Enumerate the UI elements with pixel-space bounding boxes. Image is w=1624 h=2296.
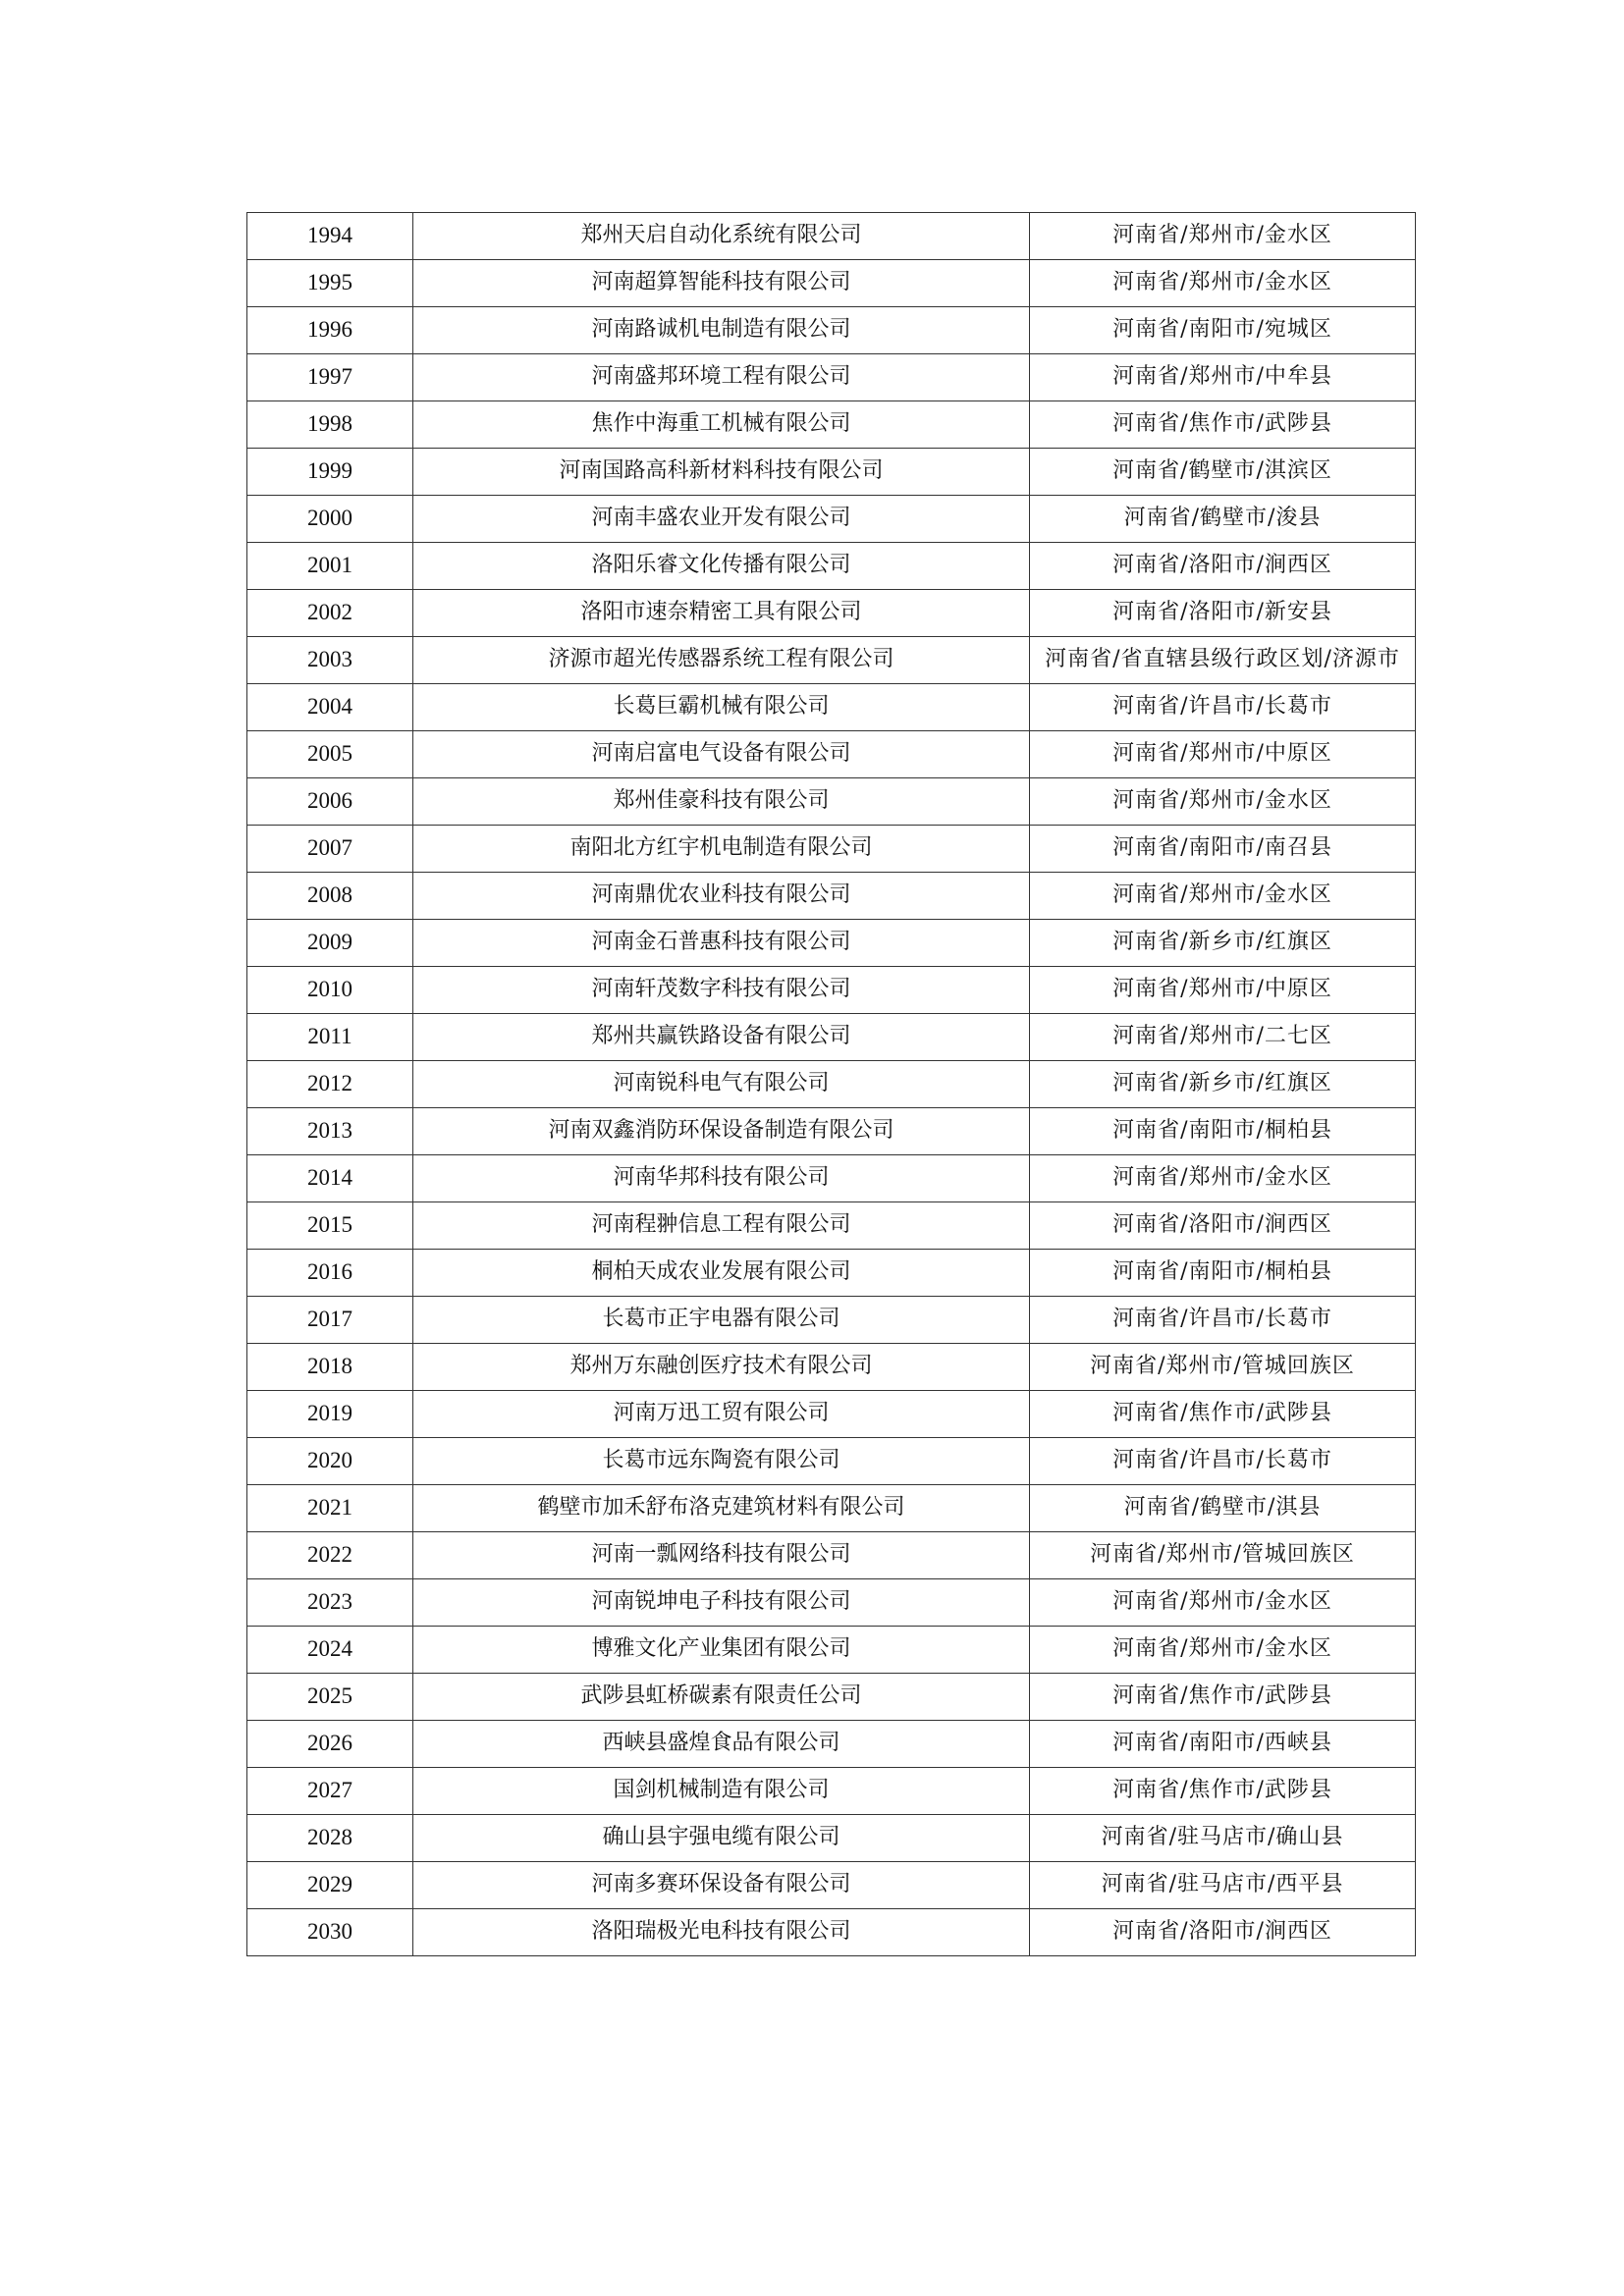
table-row — [247, 354, 1416, 401]
row-number: 2008 — [247, 873, 413, 920]
table-row — [247, 1438, 1416, 1485]
row-number: 2014 — [247, 1155, 413, 1202]
table-row — [247, 1391, 1416, 1438]
region-path: 河南省/许昌市/长葛市 — [1030, 1297, 1416, 1344]
region-path: 河南省/许昌市/长葛市 — [1030, 684, 1416, 731]
company-name: 博雅文化产业集团有限公司 — [413, 1627, 1030, 1674]
row-number: 2024 — [247, 1627, 413, 1674]
region-path: 河南省/郑州市/二七区 — [1030, 1014, 1416, 1061]
table-row — [247, 967, 1416, 1014]
region-path: 河南省/焦作市/武陟县 — [1030, 1768, 1416, 1815]
region-path: 河南省/省直辖县级行政区划/济源市 — [1030, 637, 1416, 684]
table-row — [247, 778, 1416, 826]
row-number: 2029 — [247, 1862, 413, 1909]
row-number: 1998 — [247, 401, 413, 449]
company-name: 河南华邦科技有限公司 — [413, 1155, 1030, 1202]
table-row — [247, 637, 1416, 684]
row-number: 2001 — [247, 543, 413, 590]
table-row — [247, 1297, 1416, 1344]
table-row — [247, 873, 1416, 920]
row-number: 2013 — [247, 1108, 413, 1155]
row-number: 2027 — [247, 1768, 413, 1815]
company-name: 河南鼎优农业科技有限公司 — [413, 873, 1030, 920]
table-row — [247, 1721, 1416, 1768]
row-number: 1999 — [247, 449, 413, 496]
row-number: 2011 — [247, 1014, 413, 1061]
table-row — [247, 1485, 1416, 1532]
region-path: 河南省/郑州市/金水区 — [1030, 260, 1416, 307]
row-number: 2005 — [247, 731, 413, 778]
region-path: 河南省/驻马店市/西平县 — [1030, 1862, 1416, 1909]
table-row — [247, 1250, 1416, 1297]
table-row — [247, 590, 1416, 637]
row-number: 1994 — [247, 213, 413, 260]
company-name: 洛阳乐睿文化传播有限公司 — [413, 543, 1030, 590]
table-row — [247, 1862, 1416, 1909]
company-name: 河南启富电气设备有限公司 — [413, 731, 1030, 778]
region-path: 河南省/驻马店市/确山县 — [1030, 1815, 1416, 1862]
table-row — [247, 1532, 1416, 1579]
company-name: 南阳北方红宇机电制造有限公司 — [413, 826, 1030, 873]
table-row — [247, 826, 1416, 873]
row-number: 2009 — [247, 920, 413, 967]
company-name: 河南万迅工贸有限公司 — [413, 1391, 1030, 1438]
row-number: 2016 — [247, 1250, 413, 1297]
company-name: 河南丰盛农业开发有限公司 — [413, 496, 1030, 543]
row-number: 2022 — [247, 1532, 413, 1579]
table-row — [247, 1155, 1416, 1202]
company-name: 长葛市远东陶瓷有限公司 — [413, 1438, 1030, 1485]
table-row — [247, 1014, 1416, 1061]
company-name: 西峡县盛煌食品有限公司 — [413, 1721, 1030, 1768]
row-number: 2007 — [247, 826, 413, 873]
row-number: 2015 — [247, 1202, 413, 1250]
table-row — [247, 543, 1416, 590]
row-number: 2012 — [247, 1061, 413, 1108]
row-number: 2019 — [247, 1391, 413, 1438]
table-row — [247, 1674, 1416, 1721]
company-name: 洛阳瑞极光电科技有限公司 — [413, 1909, 1030, 1956]
region-path: 河南省/郑州市/金水区 — [1030, 1627, 1416, 1674]
region-path: 河南省/郑州市/中原区 — [1030, 967, 1416, 1014]
company-name: 鹤壁市加禾舒布洛克建筑材料有限公司 — [413, 1485, 1030, 1532]
table-row — [247, 1061, 1416, 1108]
company-name: 河南金石普惠科技有限公司 — [413, 920, 1030, 967]
table-row — [247, 449, 1416, 496]
table-row — [247, 260, 1416, 307]
row-number: 2017 — [247, 1297, 413, 1344]
table-row — [247, 1815, 1416, 1862]
company-name: 济源市超光传感器系统工程有限公司 — [413, 637, 1030, 684]
row-number: 2025 — [247, 1674, 413, 1721]
company-name: 河南国路高科新材料科技有限公司 — [413, 449, 1030, 496]
table-row — [247, 307, 1416, 354]
row-number: 2003 — [247, 637, 413, 684]
region-path: 河南省/郑州市/金水区 — [1030, 873, 1416, 920]
company-name: 河南超算智能科技有限公司 — [413, 260, 1030, 307]
company-name: 长葛巨霸机械有限公司 — [413, 684, 1030, 731]
table-row — [247, 920, 1416, 967]
row-number: 2010 — [247, 967, 413, 1014]
region-path: 河南省/郑州市/金水区 — [1030, 1155, 1416, 1202]
row-number: 1997 — [247, 354, 413, 401]
region-path: 河南省/洛阳市/涧西区 — [1030, 1202, 1416, 1250]
region-path: 河南省/南阳市/桐柏县 — [1030, 1250, 1416, 1297]
company-name: 洛阳市速奈精密工具有限公司 — [413, 590, 1030, 637]
region-path: 河南省/新乡市/红旗区 — [1030, 1061, 1416, 1108]
table-row — [247, 213, 1416, 260]
region-path: 河南省/南阳市/宛城区 — [1030, 307, 1416, 354]
region-path: 河南省/郑州市/管城回族区 — [1030, 1532, 1416, 1579]
company-name: 武陟县虹桥碳素有限责任公司 — [413, 1674, 1030, 1721]
region-path: 河南省/郑州市/金水区 — [1030, 213, 1416, 260]
row-number: 2020 — [247, 1438, 413, 1485]
row-number: 1995 — [247, 260, 413, 307]
company-name: 郑州万东融创医疗技术有限公司 — [413, 1344, 1030, 1391]
region-path: 河南省/郑州市/中原区 — [1030, 731, 1416, 778]
row-number: 2004 — [247, 684, 413, 731]
company-name: 河南轩茂数字科技有限公司 — [413, 967, 1030, 1014]
company-name: 郑州共赢铁路设备有限公司 — [413, 1014, 1030, 1061]
company-name: 河南多赛环保设备有限公司 — [413, 1862, 1030, 1909]
region-path: 河南省/郑州市/中牟县 — [1030, 354, 1416, 401]
region-path: 河南省/鹤壁市/淇滨区 — [1030, 449, 1416, 496]
row-number: 2030 — [247, 1909, 413, 1956]
region-path: 河南省/许昌市/长葛市 — [1030, 1438, 1416, 1485]
table-row — [247, 684, 1416, 731]
table-body — [247, 213, 1416, 1956]
region-path: 河南省/南阳市/南召县 — [1030, 826, 1416, 873]
company-name: 焦作中海重工机械有限公司 — [413, 401, 1030, 449]
company-name: 河南盛邦环境工程有限公司 — [413, 354, 1030, 401]
company-name: 桐柏天成农业发展有限公司 — [413, 1250, 1030, 1297]
region-path: 河南省/洛阳市/新安县 — [1030, 590, 1416, 637]
region-path: 河南省/洛阳市/涧西区 — [1030, 543, 1416, 590]
region-path: 河南省/郑州市/金水区 — [1030, 1579, 1416, 1627]
region-path: 河南省/鹤壁市/浚县 — [1030, 496, 1416, 543]
table-row — [247, 1909, 1416, 1956]
region-path: 河南省/焦作市/武陟县 — [1030, 1391, 1416, 1438]
row-number: 2023 — [247, 1579, 413, 1627]
region-path: 河南省/南阳市/桐柏县 — [1030, 1108, 1416, 1155]
row-number: 2000 — [247, 496, 413, 543]
company-name: 河南双鑫消防环保设备制造有限公司 — [413, 1108, 1030, 1155]
row-number: 2006 — [247, 778, 413, 826]
table-row — [247, 731, 1416, 778]
company-name: 河南锐坤电子科技有限公司 — [413, 1579, 1030, 1627]
table-row — [247, 1768, 1416, 1815]
row-number: 2018 — [247, 1344, 413, 1391]
company-name: 确山县宇强电缆有限公司 — [413, 1815, 1030, 1862]
table-row — [247, 1202, 1416, 1250]
company-name: 郑州天启自动化系统有限公司 — [413, 213, 1030, 260]
company-name: 河南锐科电气有限公司 — [413, 1061, 1030, 1108]
company-name: 河南路诚机电制造有限公司 — [413, 307, 1030, 354]
row-number: 1996 — [247, 307, 413, 354]
row-number: 2002 — [247, 590, 413, 637]
table-row — [247, 1108, 1416, 1155]
company-name: 郑州佳豪科技有限公司 — [413, 778, 1030, 826]
table-row — [247, 401, 1416, 449]
row-number: 2021 — [247, 1485, 413, 1532]
region-path: 河南省/焦作市/武陟县 — [1030, 1674, 1416, 1721]
region-path: 河南省/焦作市/武陟县 — [1030, 401, 1416, 449]
row-number: 2028 — [247, 1815, 413, 1862]
table-row — [247, 1579, 1416, 1627]
table-row — [247, 496, 1416, 543]
region-path: 河南省/南阳市/西峡县 — [1030, 1721, 1416, 1768]
table-row — [247, 1627, 1416, 1674]
region-path: 河南省/鹤壁市/淇县 — [1030, 1485, 1416, 1532]
region-path: 河南省/洛阳市/涧西区 — [1030, 1909, 1416, 1956]
row-number: 2026 — [247, 1721, 413, 1768]
enterprise-list-table — [246, 212, 1416, 1956]
region-path: 河南省/郑州市/管城回族区 — [1030, 1344, 1416, 1391]
region-path: 河南省/郑州市/金水区 — [1030, 778, 1416, 826]
region-path: 河南省/新乡市/红旗区 — [1030, 920, 1416, 967]
table-row — [247, 1344, 1416, 1391]
company-name: 河南一瓢网络科技有限公司 — [413, 1532, 1030, 1579]
company-name: 国剑机械制造有限公司 — [413, 1768, 1030, 1815]
company-name: 河南程翀信息工程有限公司 — [413, 1202, 1030, 1250]
company-name: 长葛市正宇电器有限公司 — [413, 1297, 1030, 1344]
